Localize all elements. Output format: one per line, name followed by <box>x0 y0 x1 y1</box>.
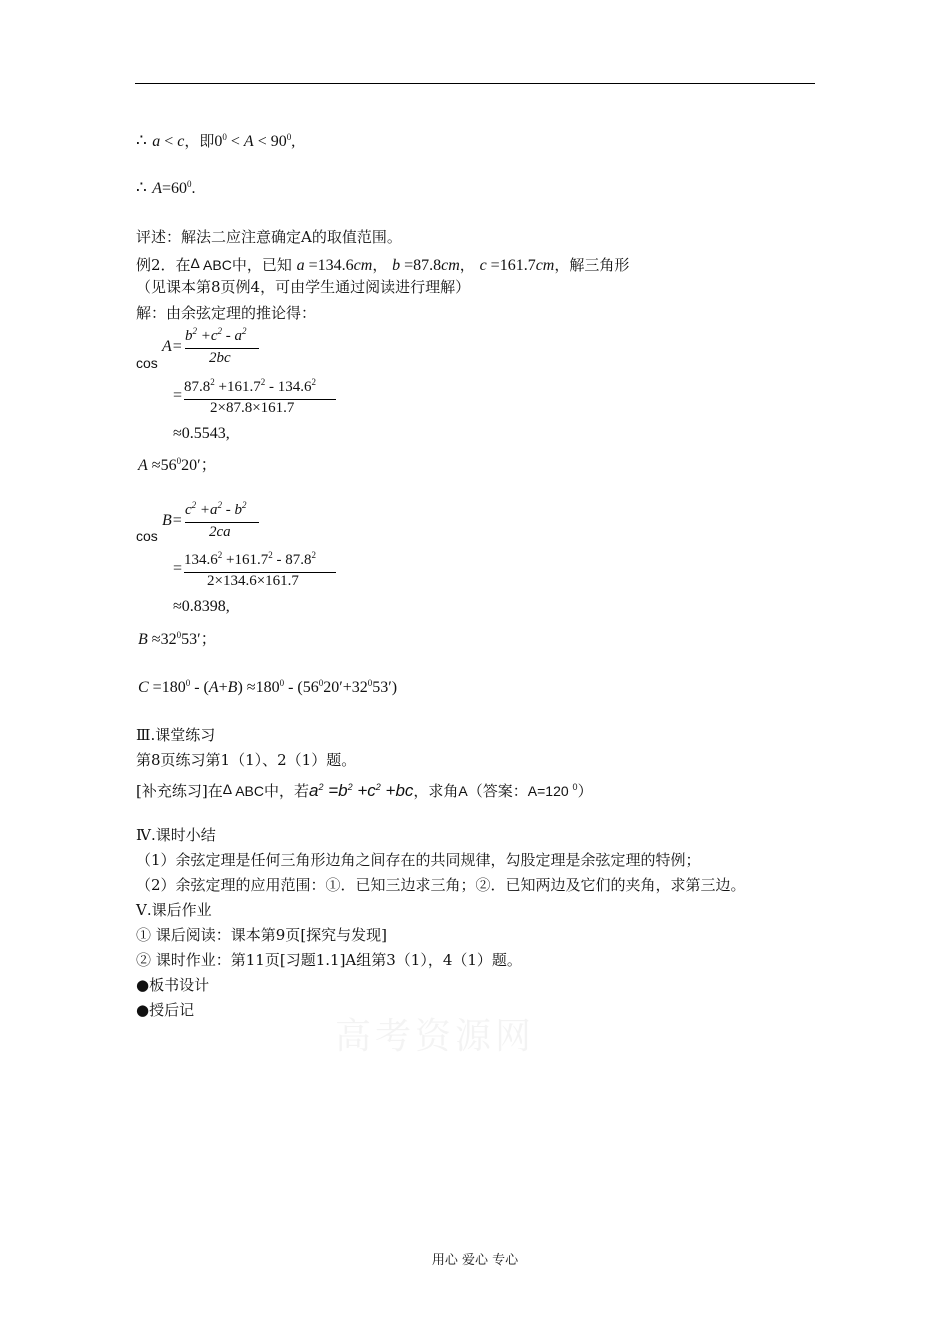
example-tail: ，解三角形 <box>554 256 630 274</box>
therefore-symbol: ∴ <box>136 178 147 198</box>
cos-b-lhs: B= <box>162 512 183 529</box>
section-3-title: Ⅲ.课堂练习 <box>136 726 216 744</box>
section-5-title: Ⅴ.课后作业 <box>136 901 212 919</box>
therefore-symbol: ∴ <box>136 131 147 151</box>
page-footer: 用心 爱心 专心 <box>431 1253 519 1268</box>
example-label: 例2．在 <box>136 256 191 274</box>
homework-item-2: ② 课时作业：第11页[习题1.1]A组第3（1），4（1）题。 <box>136 951 522 969</box>
cos-b-approx: ≈0.8398, <box>173 598 230 615</box>
solution-intro: 解：由余弦定理的推论得： <box>136 304 317 322</box>
board-design: ●板书设计 <box>136 976 210 994</box>
supp-prefix: [补充练习]在 <box>136 782 223 800</box>
summary-item-2: （2）余弦定理的应用范围：①．已知三边求三角；②．已知两边及它们的夹角，求第三边。 <box>136 876 746 894</box>
cos-a-step-denominator: 2×87.8×161.7 <box>210 400 295 416</box>
section-3-exercise: 第8页练习第1（1）、2（1）题。 <box>136 751 357 769</box>
supp-mid: 中，若 <box>264 782 310 800</box>
cos-a-approx: ≈0.5543, <box>173 425 230 442</box>
therefore-line-1: ∴ a < c，即$0^0 < A < 90^0$, <box>136 131 296 151</box>
header-rule <box>135 83 815 84</box>
cos-b-step-denominator: 2×134.6×161.7 <box>207 573 299 589</box>
watermark: 高考资源网 <box>335 1016 536 1057</box>
cos-b-numerator: $c^2 +a^2 - b^2$ <box>185 500 247 518</box>
cos-b-denominator: 2ca <box>209 524 231 540</box>
cos-a-numerator: $b^2 +c^2 - a^2$ <box>185 326 247 344</box>
cos-a-lhs: A= <box>162 338 183 355</box>
angle-a-result: $A \approx 56^020'$； <box>138 455 217 474</box>
supp-tail: ，求角 <box>413 782 459 800</box>
cos-a-fraction-bar <box>185 348 259 349</box>
supplementary-exercise: [补充练习]在Δ ABC中，若$a^2 =b^2 +c^2 +bc$，求角A（答案：A=120 $^0$） <box>136 781 593 800</box>
angle-c-result: $C =180^0 - (A+B) \approx 180^0 - (56^020'+32^053')$ <box>138 678 398 696</box>
note-text: （见课本第8页例4，可由学生通过阅读进行理解） <box>136 278 471 296</box>
cos-b-step-numerator: $134.6^2 +161.7^2 - 87.8^2$ <box>184 550 316 568</box>
homework-item-1: ① 课后阅读：课本第9页[探究与发现] <box>136 926 388 944</box>
example-2-line: 例2．在Δ ABC中，已知 a =134.6cm， b =87.8cm， c =161.7cm，解三角形 <box>136 255 630 274</box>
section-4-title: Ⅳ.课时小结 <box>136 826 216 844</box>
after-class-notes: ●授后记 <box>136 1001 195 1019</box>
cos-a-step-numerator: $87.8^2 +161.7^2 - 134.6^2$ <box>184 377 316 395</box>
example-given: 中，已知 <box>231 256 292 274</box>
cos-b-fraction-bar <box>185 522 259 523</box>
cos-b-label: cos <box>136 528 158 544</box>
cos-a-label: cos <box>136 355 158 371</box>
therefore-line-2: ∴ $A=60^0$. <box>136 178 196 198</box>
comment-text: 评述：解法二应注意确定A的取值范围。 <box>136 228 402 246</box>
summary-item-1: （1）余弦定理是任何三角形边角之间存在的共同规律，勾股定理是余弦定理的特例； <box>136 851 701 869</box>
angle-b-result: $B \approx 32^053'$； <box>138 629 217 648</box>
cos-a-denominator: 2bc <box>209 350 231 366</box>
